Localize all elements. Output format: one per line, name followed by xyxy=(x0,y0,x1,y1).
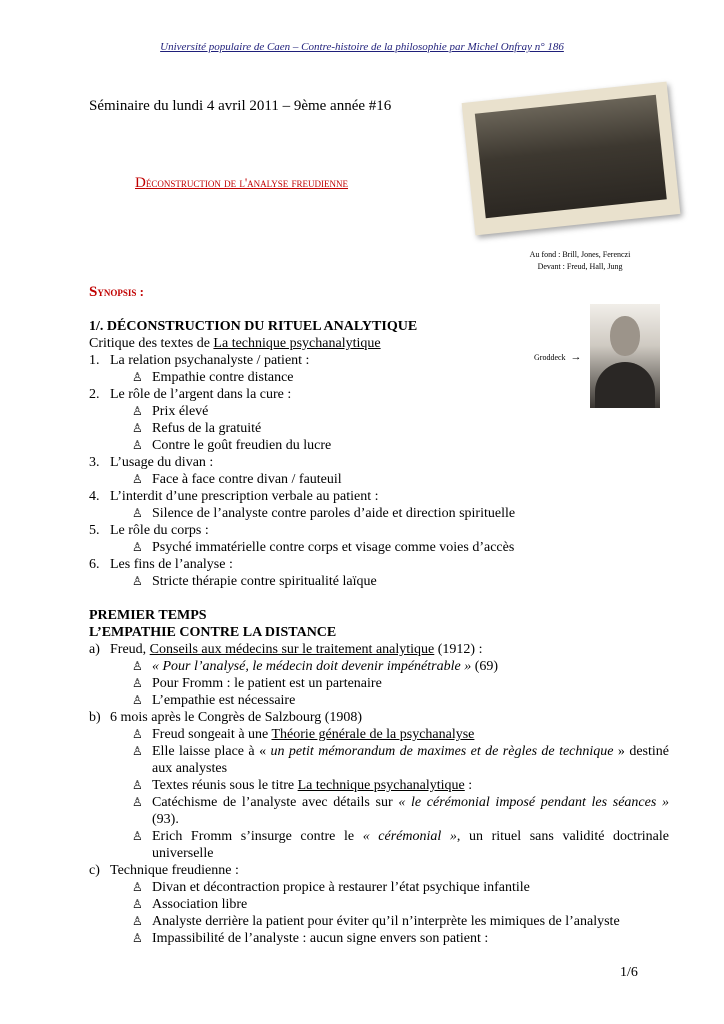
synopsis-item xyxy=(89,352,669,369)
item-b-num: b) xyxy=(89,710,101,725)
main-content xyxy=(89,318,669,947)
item-number: 3. xyxy=(89,455,100,470)
subtitle-prefix: Critique des textes de xyxy=(89,336,214,351)
subitem-text: Prix élevé xyxy=(152,404,209,419)
item-text: Le rôle du corps : xyxy=(110,523,209,538)
item-text: L’usage du divan : xyxy=(110,455,214,470)
subitem-text: Psyché immatérielle contre corps et visage comme voies d’accès xyxy=(152,540,515,555)
section2-heading2: L’EMPATHIE CONTRE LA DISTANCE xyxy=(89,625,337,640)
item-a xyxy=(89,641,669,658)
item-c-subitem xyxy=(89,879,669,896)
item-number: 5. xyxy=(89,523,100,538)
subitem-text: Face à face contre divan / fauteuil xyxy=(152,472,342,487)
item-c-subitem xyxy=(89,896,669,913)
item-b-sub5 xyxy=(89,828,669,862)
pawn-icon: ♙ xyxy=(132,404,143,418)
subitem-text: Association libre xyxy=(152,897,248,912)
pawn-icon: ♙ xyxy=(132,370,143,384)
pawn-icon: ♙ xyxy=(132,574,143,588)
item-a-sub3-text: L’empathie est nécessaire xyxy=(152,693,296,708)
caption-line-front: Devant : Freud, Hall, Jung xyxy=(537,262,623,271)
subitem-text: Analyste derrière la patient pour éviter qu’il n’interprète les mimiques de l’analyste xyxy=(152,914,620,929)
synopsis-item xyxy=(89,522,669,539)
item-a-title: Conseils aux médecins sur le traitement analytique xyxy=(149,642,435,657)
subitem-text: Refus de la gratuité xyxy=(152,421,262,436)
item-b-sub4-suffix: (93). xyxy=(152,812,179,827)
pawn-icon: ♙ xyxy=(132,727,143,741)
group-photo-caption xyxy=(470,249,690,273)
synopsis-subitem xyxy=(89,573,669,590)
pawn-icon: ♙ xyxy=(132,744,143,758)
seminar-line: Séminaire du lundi 4 avril 2011 – 9ème année #16 xyxy=(89,98,392,114)
subitem-text: Divan et décontraction propice à restaurer l’état psychique infantile xyxy=(152,880,530,895)
item-b xyxy=(89,709,669,726)
item-b-sub1-title: Théorie générale de la psychanalyse xyxy=(271,727,475,742)
item-c-subitem xyxy=(89,913,669,930)
synopsis-subitem xyxy=(89,539,669,556)
item-b-sub5-italic: « cérémonial » xyxy=(362,829,457,844)
item-b-sub2-prefix: Elle laisse place à « xyxy=(152,744,271,759)
synopsis-item xyxy=(89,488,669,505)
title-rest: éconstruction de l'analyse freudienne xyxy=(145,175,349,190)
pawn-icon: ♙ xyxy=(132,897,143,911)
subitem-text: Silence de l’analyste contre paroles d’aide et direction spirituelle xyxy=(152,506,516,521)
item-text: L’interdit d’une prescription verbale au patient : xyxy=(110,489,379,504)
running-header: Université populaire de Caen – Contre-histoire de la philosophie par Michel Onfray n° 186 xyxy=(160,41,564,53)
synopsis-rest: ynopsis : xyxy=(97,284,144,299)
synopsis-heading xyxy=(89,284,144,301)
synopsis-subitem xyxy=(89,403,669,420)
item-a-suffix: (1912) : xyxy=(434,642,483,657)
pawn-icon: ♙ xyxy=(132,676,143,690)
pawn-icon: ♙ xyxy=(132,693,143,707)
arrow-icon: → xyxy=(570,351,582,363)
pawn-icon: ♙ xyxy=(132,778,143,792)
pawn-icon: ♙ xyxy=(132,472,143,486)
subitem-text: Stricte thérapie contre spiritualité laïque xyxy=(152,574,377,589)
synopsis-subitem xyxy=(89,369,669,386)
subtitle-book-title: La technique psychanalytique xyxy=(213,336,381,351)
item-c-num: c) xyxy=(89,863,100,878)
item-number: 1. xyxy=(89,353,100,368)
item-number: 6. xyxy=(89,557,100,572)
item-b-sub4-italic: « le cérémonial imposé pendant les séances » xyxy=(398,795,669,810)
pawn-icon: ♙ xyxy=(132,540,143,554)
title-initial: D xyxy=(135,175,146,191)
subitem-text: Contre le goût freudien du lucre xyxy=(152,438,332,453)
pawn-icon: ♙ xyxy=(132,931,143,945)
pawn-icon: ♙ xyxy=(132,421,143,435)
document-title xyxy=(135,175,348,192)
item-a-num: a) xyxy=(89,642,100,657)
synopsis-subitem xyxy=(89,471,669,488)
item-b-sub4 xyxy=(89,794,669,828)
item-b-sub5-prefix: Erich Fromm s’insurge contre le xyxy=(152,829,363,844)
item-c-subs xyxy=(89,879,669,947)
item-b-sub1 xyxy=(89,726,669,743)
subitem-text: Impassibilité de l’analyste : aucun signe envers son patient : xyxy=(152,931,489,946)
synopsis-subitem xyxy=(89,420,669,437)
group-photo-image xyxy=(475,95,667,218)
group-photo xyxy=(462,82,681,236)
item-number: 2. xyxy=(89,387,100,402)
section1-subtitle xyxy=(89,335,669,352)
item-b-sub2-italic: un petit mémorandum de maximes et de règles de technique xyxy=(270,744,614,759)
item-b-sub4-prefix: Catéchisme de l’analyste avec détails sur xyxy=(152,795,399,810)
pawn-icon: ♙ xyxy=(132,659,143,673)
item-a-prefix: Freud, xyxy=(110,642,150,657)
subitem-text: Empathie contre distance xyxy=(152,370,294,385)
groddeck-label: Groddeck xyxy=(534,353,566,362)
synopsis-subitem xyxy=(89,437,669,454)
item-a-sub1 xyxy=(89,658,669,675)
item-b-sub3-title: La technique psychanalytique xyxy=(297,778,465,793)
synopsis-item xyxy=(89,386,669,403)
synopsis-list xyxy=(89,352,669,590)
synopsis-initial: S xyxy=(89,284,98,300)
item-number: 4. xyxy=(89,489,100,504)
item-b-sub5-suffix: , un rituel sans validité doctrinale universelle xyxy=(152,829,669,861)
section2-heading1: PREMIER TEMPS xyxy=(89,608,207,623)
item-text: Les fins de l’analyse : xyxy=(110,557,233,572)
synopsis-subitem xyxy=(89,505,669,522)
pawn-icon: ♙ xyxy=(132,829,143,843)
item-b-sub3 xyxy=(89,777,669,794)
item-text: La relation psychanalyste / patient : xyxy=(110,353,310,368)
item-a-sub2 xyxy=(89,675,669,692)
synopsis-item xyxy=(89,556,669,573)
item-a-quote: « Pour l’analysé, le médecin doit devenir impénétrable » xyxy=(152,659,472,674)
item-a-quote-suffix: (69) xyxy=(471,659,499,674)
section1-heading: 1/. DÉCONSTRUCTION DU RITUEL ANALYTIQUE xyxy=(89,319,418,334)
item-c xyxy=(89,862,669,879)
item-c-text: Technique freudienne : xyxy=(110,863,239,878)
pawn-icon: ♙ xyxy=(132,914,143,928)
item-a-sub3 xyxy=(89,692,669,709)
item-b-sub2-suffix: » destiné aux analystes xyxy=(152,744,669,776)
item-b-sub3-suffix: : xyxy=(464,778,473,793)
item-text: Le rôle de l’argent dans la cure : xyxy=(110,387,292,402)
pawn-icon: ♙ xyxy=(132,880,143,894)
item-b-text: 6 mois après le Congrès de Salzbourg (1908) xyxy=(110,710,363,725)
item-c-subitem xyxy=(89,930,669,947)
item-b-sub1-prefix: Freud songeait à une xyxy=(152,727,272,742)
pawn-icon: ♙ xyxy=(132,438,143,452)
item-b-sub2 xyxy=(89,743,669,777)
pawn-icon: ♙ xyxy=(132,506,143,520)
synopsis-item xyxy=(89,454,669,471)
page-number: 1/6 xyxy=(620,965,638,980)
item-b-sub3-prefix: Textes réunis sous le titre xyxy=(152,778,298,793)
item-a-sub2-text: Pour Fromm : le patient est un partenaire xyxy=(152,676,382,691)
caption-line-back: Au fond : Brill, Jones, Ferenczi xyxy=(529,250,631,259)
pawn-icon: ♙ xyxy=(132,795,143,809)
